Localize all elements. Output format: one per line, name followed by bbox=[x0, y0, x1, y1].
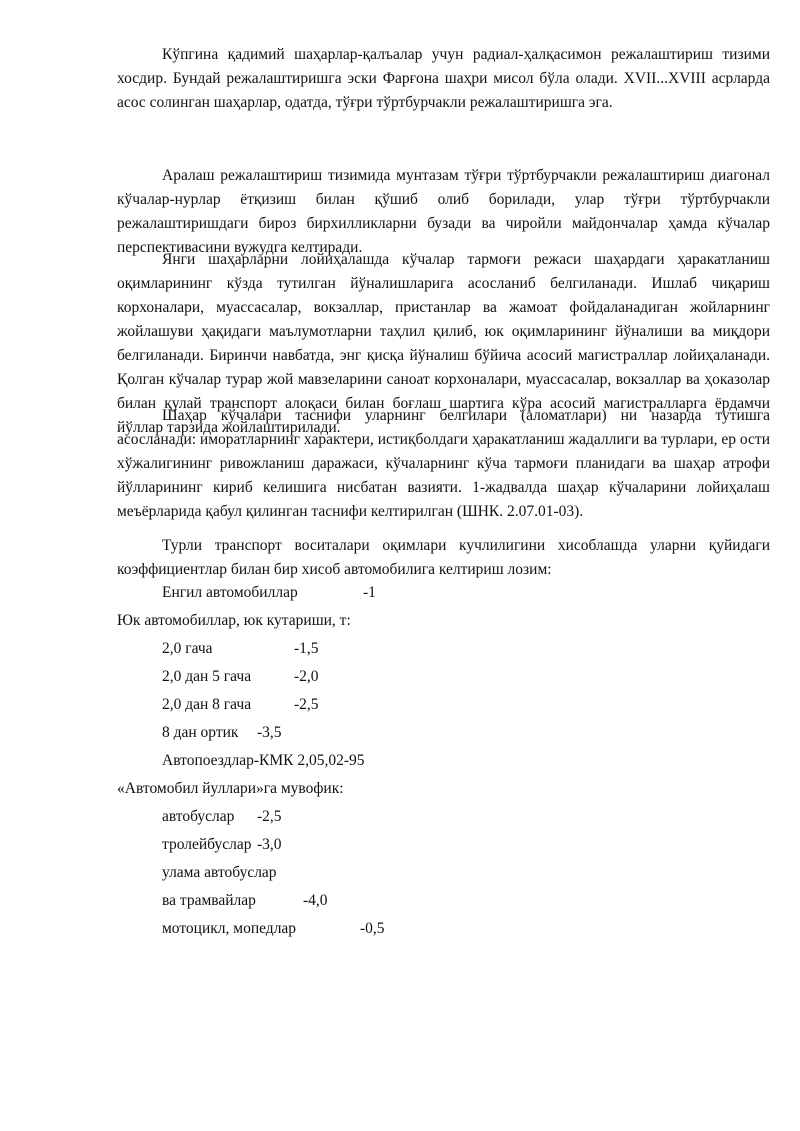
paragraph-3: Янги шаҳарларни лойиҳалашда кўчалар тармоғи режаси шаҳардаги ҳаракатланиш оқимларининг кўзда тутилган йўналишларига асосланиб белгиланади. Ишлаб чиқариш корхоналари, муассасалар, вокзаллар, пристанлар ва жамоат фойдаланадиган жойларнинг жойлашуви ҳақидаги маълумотларни таҳлил қилиб, юк оқимларининг йўналиши ва миқдори белгиланади. Биринчи навбатда, энг қисқа йўналиш бўйича асосий магистраллар лойиҳаланади. Қолган кўчалар турар жой мавзеларини саноат корхоналари, муассасалар, вокзаллар ва ҳоказолар билан қулай транспорт алоқаси билан боғлаш шартига кўра асосий магистралларга ёрдамчи йўллар тарзида жойлаштирилади. bbox=[117, 251, 770, 436]
trucks-heading-text: Юк автомобиллар, юк кутариши, т: bbox=[117, 612, 351, 629]
coef-value: -3,0 bbox=[257, 836, 282, 853]
coef-value: -2,5 bbox=[294, 696, 319, 713]
roads-heading-text: «Автомобил йуллари»га мувофик: bbox=[117, 780, 344, 797]
coef-label: автобуслар bbox=[162, 808, 235, 825]
coef-label: улама автобуслар bbox=[162, 864, 277, 881]
paragraph-1: Кўпгина қадимий шаҳарлар-қалъалар учун радиал-ҳалқасимон режалаштириш тизими хосдир. Бундай режалаштиришга эски Фарғона шаҳри мисол бўла олади. XVII...XVIII асрларда асос солинган шаҳарлар, одатда, тўғри тўртбурчакли режалаштиришга эга. bbox=[117, 46, 770, 111]
coef-value: -0,5 bbox=[360, 920, 385, 937]
road-trains-text: Автопоездлар-КМК 2,05,02-95 bbox=[162, 752, 365, 769]
coef-value: -1,5 bbox=[294, 640, 319, 657]
coef-label: тролейбуслар bbox=[162, 836, 252, 853]
coef-label: 2,0 гача bbox=[162, 640, 213, 657]
coef-value: -2,0 bbox=[294, 668, 319, 685]
coef-label: ва трамвайлар bbox=[162, 892, 256, 909]
coef-value: -1 bbox=[363, 584, 376, 601]
paragraph-5: Турли транспорт воситалари оқимлари кучлилигини хисоблашда уларни қуйидаги коэффициентлар билан бир хисоб автомобилига келтириш лозим: bbox=[117, 537, 770, 578]
coef-value: -2,5 bbox=[257, 808, 282, 825]
coef-value: -3,5 bbox=[257, 724, 282, 741]
paragraph-4: Шаҳар кўчалари таснифи уларнинг белгилари (аломатлари) ни назарда тутишга асосланади: иморатларнинг характери, истиқболдаги ҳаракатланиш жадаллиги ва турлари, ер ости хўжалигининг ривожланиш даражаси, кўчаларнинг кўча тармоғи планидаги ва шаҳар атрофи йўлларининг кириб келишига нисбатан вазияти. 1-жадвалда шаҳар кўчаларини лойиҳалаш меъёрларида қабул қилинган таснифи келтирилган (ШНК. 2.07.01-03). bbox=[117, 407, 770, 520]
coef-label: 2,0 дан 5 гача bbox=[162, 668, 252, 685]
coef-value: -4,0 bbox=[303, 892, 328, 909]
coef-label: 2,0 дан 8 гача bbox=[162, 696, 252, 713]
coef-label: Енгил автомобиллар bbox=[162, 584, 298, 601]
coef-label: 8 дан ортик bbox=[162, 724, 239, 741]
paragraph-2: Аралаш режалаштириш тизимида мунтазам тўғри тўртбурчакли режалаштириш диагонал кўчалар-нурлар ётқизиш билан қўшиб олиб борилади, улар тўғри тўртбурчакли режалаштиришдаги бироз бирхилликларни бузади ва чиройли майдончалар ҳамда кўчалар перспективасини вужудга келтиради. bbox=[117, 167, 770, 256]
coef-label: мотоцикл, мопедлар bbox=[162, 920, 297, 937]
